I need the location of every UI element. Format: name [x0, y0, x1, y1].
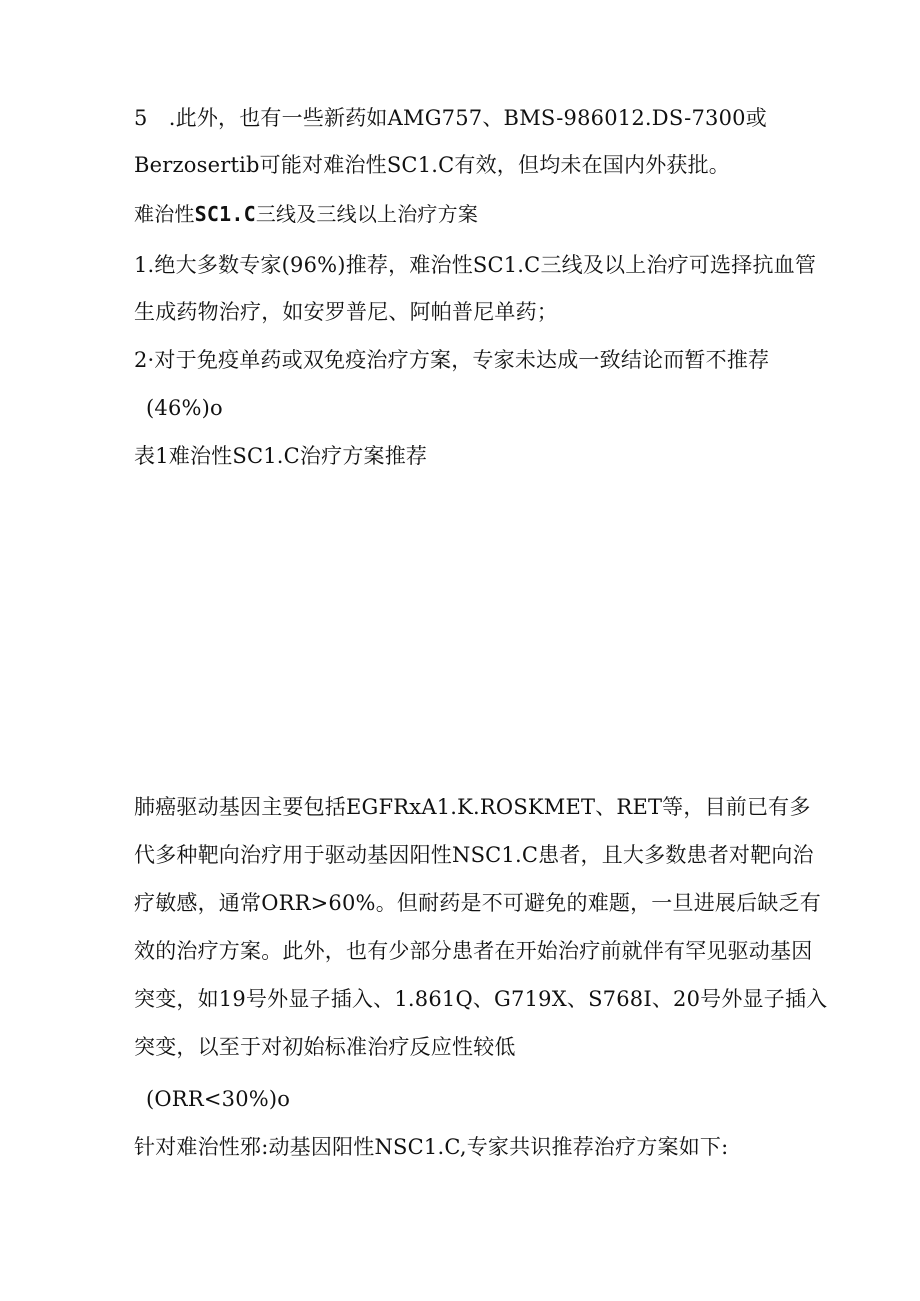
paragraph-driver-genes-line8: 针对难治性邪:动基因阳性NSC1.C,专家共识推荐治疗方案如下:	[134, 1135, 729, 1159]
paragraph-new-drugs-line1: 5 .此外，也有一些新药如AMG757、BMS-986012.DS-7300或	[134, 106, 767, 130]
list-item-2-line1: 2·对于免疫单药或双免疫治疗方案，专家未达成一致结论而暂不推荐	[134, 348, 770, 372]
paragraph-driver-genes-line1: 肺癌驱动基因主要包括EGFRxA1.K.ROSKMET、RET等，目前已有多	[134, 795, 811, 819]
paragraph-driver-genes-line6: 突变，以至于对初始标准治疗反应性较低	[134, 1035, 516, 1059]
heading-prefix: 难治性	[134, 202, 195, 226]
table-caption: 表1难治性SC1.C治疗方案推荐	[134, 444, 428, 468]
paragraph-driver-genes-line2: 代多种靶向治疗用于驱动基因阳性NSC1.C患者，且大多数患者对靶向治	[134, 843, 814, 867]
list-item-1-line2: 生成药物治疗，如安罗普尼、阿帕普尼单药；	[134, 300, 558, 324]
list-item-1-line1: 1.绝大多数专家(96%)推荐，难治性SC1.C三线及以上治疗可选择抗血管	[134, 253, 817, 277]
paragraph-new-drugs-line2: Berzosertib可能对难治性SC1.C有效，但均未在国内外获批。	[134, 153, 731, 177]
paragraph-driver-genes-line7: (ORR<30%)o	[146, 1087, 291, 1111]
paragraph-driver-genes-line5: 突变，如19号外显子插入、1.861Q、G719X、S768I、20号外显子插入	[134, 987, 828, 1011]
section-heading	[134, 200, 478, 228]
heading-suffix: 三线及三线以上治疗方案	[255, 202, 479, 226]
paragraph-driver-genes-line3: 疗敏感，通常ORR>60%。但耐药是不可避免的难题，一旦进展后缺乏有	[134, 891, 821, 915]
list-item-2-line2: (46%)o	[146, 396, 223, 420]
paragraph-driver-genes-line4: 效的治疗方案。此外，也有少部分患者在开始治疗前就伴有罕见驱动基因	[134, 939, 813, 963]
heading-code: SC1.C	[194, 202, 256, 226]
